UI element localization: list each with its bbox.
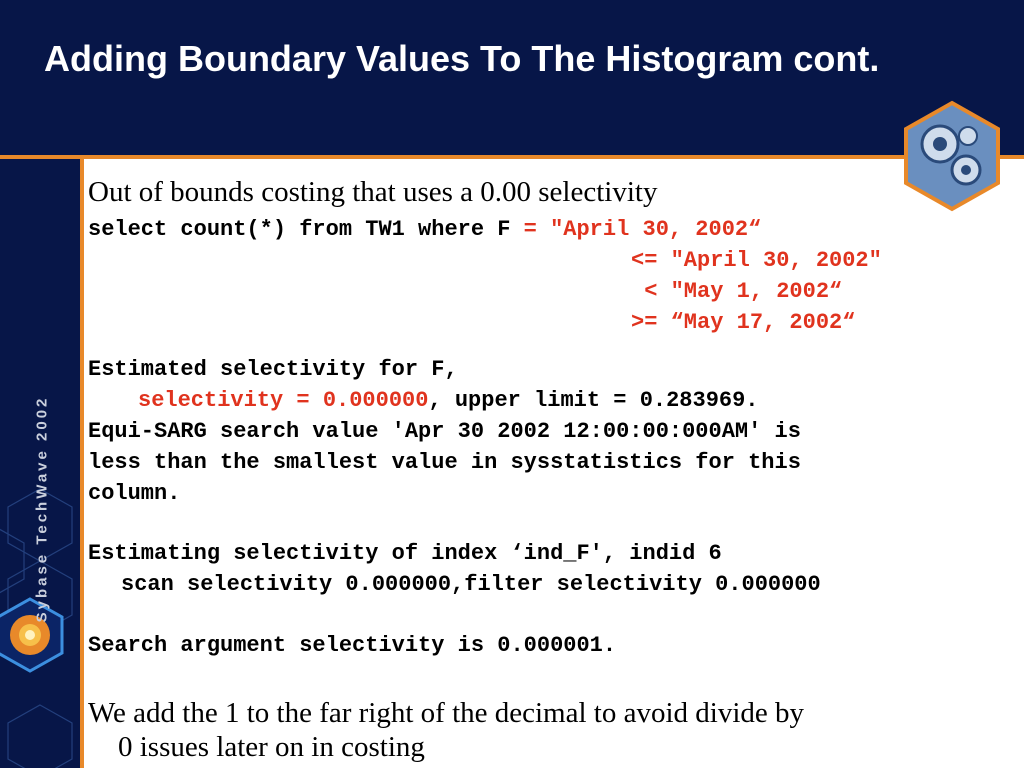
query-line-4: >= “May 17, 2002“ bbox=[631, 310, 856, 335]
sarg-selectivity-line: Search argument selectivity is 0.000001. bbox=[88, 633, 617, 658]
estimate-line-2 bbox=[138, 387, 759, 415]
equi-sarg-line-2: less than the smallest value in sysstatistics for this bbox=[88, 450, 801, 475]
footer-line-2: 0 issues later on in costing bbox=[118, 731, 425, 763]
equi-sarg-line-3: column. bbox=[88, 481, 181, 506]
query-line-2: <= "April 30, 2002" bbox=[631, 248, 882, 273]
slide-content bbox=[88, 0, 1024, 768]
sidebar bbox=[0, 159, 80, 768]
sidebar-event-label: Sybase TechWave 2002 bbox=[33, 395, 51, 623]
sidebar-divider bbox=[80, 159, 84, 768]
upper-limit-text: , upper limit = 0.283969. bbox=[428, 388, 759, 413]
footer-line-1: We add the 1 to the far right of the decimal to avoid divide by bbox=[88, 697, 805, 729]
query-line-1 bbox=[88, 216, 761, 244]
query-text: select count(*) from TW1 where F bbox=[88, 217, 524, 242]
query-line-3: < "May 1, 2002“ bbox=[631, 279, 843, 304]
query-condition: = "April 30, 2002“ bbox=[523, 217, 762, 242]
selectivity-value: selectivity = 0.000000 bbox=[138, 388, 429, 413]
index-estimate-line-1: Estimating selectivity of index ‘ind_F', indid 6 bbox=[88, 541, 722, 566]
equi-sarg-line-1: Equi-SARG search value 'Apr 30 2002 12:00:00:000AM' is bbox=[88, 419, 801, 444]
slide-title: Adding Boundary Values To The Histogram cont. bbox=[44, 38, 880, 79]
estimate-line-1: Estimated selectivity for F, bbox=[88, 357, 458, 382]
footer-note bbox=[88, 696, 1024, 764]
index-estimate-line-2: scan selectivity 0.000000,filter selectivity 0.000000 bbox=[121, 572, 821, 597]
subheading: Out of bounds costing that uses a 0.00 selectivity bbox=[88, 176, 658, 208]
